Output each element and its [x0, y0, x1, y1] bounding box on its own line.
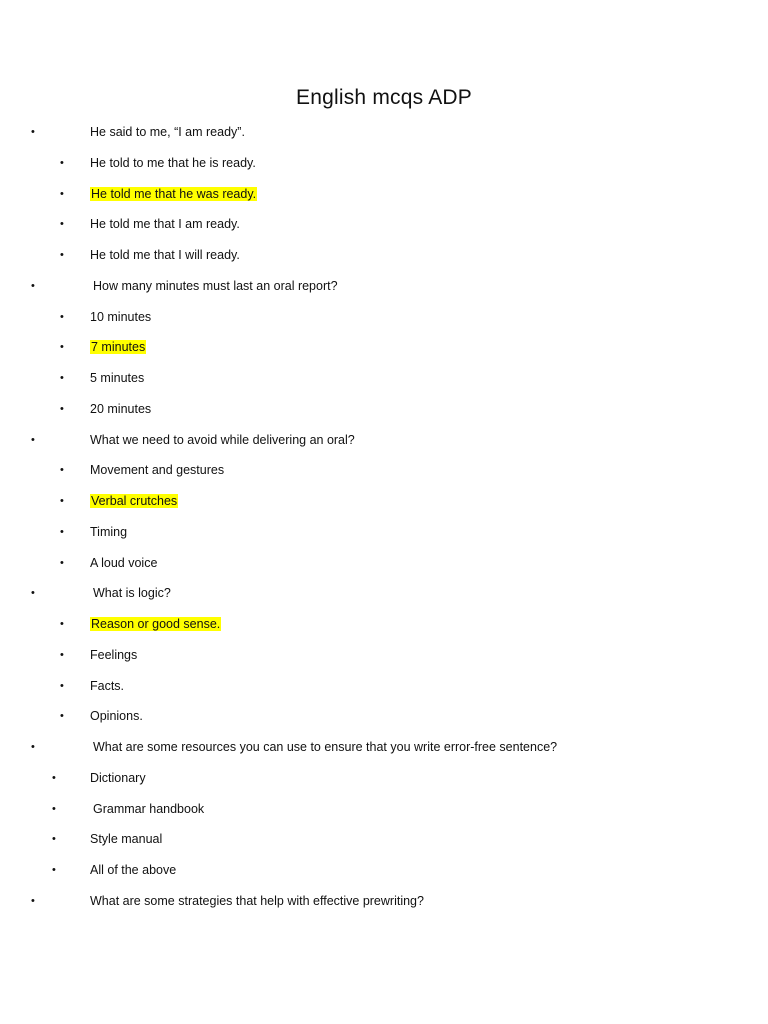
question-text: He said to me, “I am ready”. [90, 125, 245, 139]
bullet-icon: • [31, 433, 35, 446]
option-text: Style manual [90, 832, 163, 847]
question-text: What are some strategies that help with effective prewriting? [90, 893, 424, 908]
question-text: What is logic? [93, 586, 171, 601]
correct-option-text: 7 minutes [91, 340, 146, 355]
bullet-icon: • [60, 464, 64, 477]
option-text: Facts. [90, 678, 125, 693]
bullet-icon: • [60, 402, 64, 415]
option-text: Grammar handbook [93, 801, 205, 816]
question-text: How many minutes must last an oral report? [93, 278, 338, 293]
bullet-icon: • [60, 618, 64, 630]
bullet-icon: • [60, 187, 64, 200]
bullet-icon: • [60, 249, 64, 261]
correct-option-text: Verbal crutches [91, 494, 178, 508]
bullet-icon: • [60, 556, 64, 569]
bullet-icon: • [60, 372, 64, 384]
bullet-icon: • [60, 495, 64, 507]
bullet-icon: • [60, 648, 64, 661]
option-text: A loud voice [90, 555, 158, 570]
option-text: He told me that I will ready. [90, 248, 240, 262]
option-text: He told me that I am ready. [90, 217, 240, 232]
correct-option-text: Reason or good sense. [91, 617, 221, 631]
bullet-icon: • [60, 525, 64, 538]
correct-option-text: He told me that he was ready. [91, 186, 257, 201]
option-text: 20 minutes [90, 401, 152, 416]
page-title: English mcqs ADP [296, 86, 472, 109]
bullet-icon: • [60, 310, 64, 323]
question-text: What we need to avoid while delivering an oral? [90, 432, 355, 447]
option-text: Timing [90, 524, 128, 539]
question-text: What are some resources you can use to ensure that you write error-free sentence? [93, 740, 558, 754]
bullet-icon: • [52, 864, 56, 876]
bullet-icon: • [52, 833, 56, 846]
option-text: 10 minutes [90, 309, 152, 324]
option-text: Opinions. [90, 709, 143, 724]
option-text: All of the above [90, 863, 177, 877]
bullet-icon: • [31, 279, 35, 292]
option-text: Feelings [90, 647, 138, 662]
option-text: 5 minutes [90, 371, 145, 385]
bullet-icon: • [31, 587, 35, 600]
bullet-icon: • [31, 894, 35, 907]
bullet-icon: • [60, 341, 64, 354]
bullet-icon: • [52, 802, 56, 815]
bullet-icon: • [60, 218, 64, 231]
option-text: Movement and gestures [90, 463, 225, 478]
option-text: Dictionary [90, 770, 146, 785]
bullet-icon: • [31, 741, 35, 753]
bullet-icon: • [31, 126, 35, 138]
bullet-icon: • [52, 771, 56, 784]
bullet-icon: • [60, 679, 64, 692]
bullet-icon: • [60, 710, 64, 723]
bullet-icon: • [60, 156, 64, 169]
option-text: He told to me that he is ready. [90, 155, 256, 170]
